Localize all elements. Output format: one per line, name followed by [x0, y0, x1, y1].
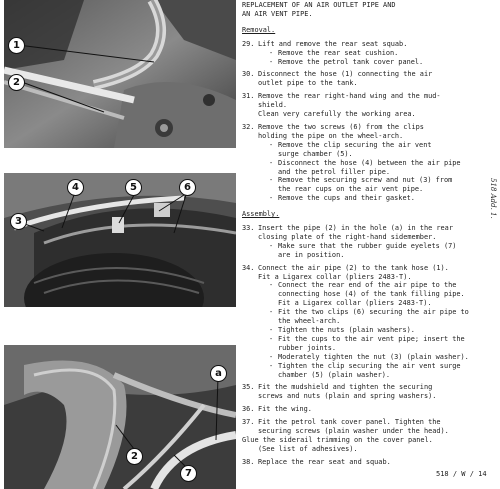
sub-step-line: Remove the cups and their gasket.	[278, 194, 415, 203]
instructions-column	[242, 1, 482, 467]
step-number: 33.	[242, 224, 255, 233]
bullet-dash: -	[269, 326, 274, 334]
step-number: 29.	[242, 39, 255, 48]
step-item	[242, 92, 482, 119]
page-title	[242, 1, 482, 19]
step-item	[242, 383, 482, 401]
sub-step	[258, 49, 482, 58]
step-number: 35.	[242, 383, 255, 392]
step-item	[242, 70, 482, 88]
callout-3: 3	[10, 213, 27, 230]
sub-step-body	[278, 194, 415, 203]
step-item	[242, 405, 482, 414]
step-line: Fit the wing.	[258, 405, 312, 414]
step-body	[258, 224, 482, 260]
bullet-dash: -	[269, 308, 274, 317]
step-extra-line: Glue the siderail trimming on the cover panel.	[242, 435, 433, 444]
bullet-dash: -	[269, 241, 274, 250]
removal-steps	[242, 40, 482, 203]
sub-step-body	[278, 326, 415, 335]
bullet-dash: -	[269, 352, 274, 361]
callout-1: 1	[8, 37, 25, 54]
page-reference: 518 / W / 14	[436, 470, 487, 478]
sub-step	[258, 194, 482, 203]
step-body	[258, 92, 482, 119]
sub-step-line: Remove the clip securing the air vent	[278, 140, 432, 149]
sub-step-line: Fit the two clips (6) securing the air pipe to	[278, 308, 469, 317]
sub-step-line: Fit the cups to the air vent pipe; insert the	[278, 334, 465, 343]
sub-step-line: chamber (5) (plain washer).	[278, 370, 391, 379]
sub-step-line: the wheel-arch.	[278, 317, 341, 326]
step-line: screws and nuts (plain and spring washers).	[258, 392, 437, 401]
step-item	[242, 40, 482, 67]
step-number: 34.	[242, 263, 255, 272]
sub-step-line: Remove the rear seat cushion.	[278, 48, 399, 57]
step-number: 36.	[242, 405, 255, 414]
sub-step-body	[278, 353, 469, 362]
sub-step-line: Remove the petrol tank cover panel.	[278, 57, 424, 66]
step-body	[258, 458, 482, 467]
sub-step-line: Make sure that the rubber guide eyelets (7)	[278, 241, 457, 250]
sub-step-body	[278, 176, 452, 194]
step-body	[258, 405, 482, 414]
step-number: 38.	[242, 457, 255, 466]
photo-sidemember-pipe	[4, 345, 236, 489]
callout-6: 6	[179, 179, 196, 196]
step-line: outlet pipe to the tank.	[258, 79, 358, 88]
sub-step-line: and the petrol filler pipe.	[278, 167, 391, 176]
step-item	[242, 224, 482, 260]
assembly-steps	[242, 224, 482, 467]
sub-step-body	[278, 49, 398, 58]
step-line: Replace the rear seat and squab.	[258, 457, 391, 466]
step-line: Lift and remove the rear seat squab.	[258, 39, 408, 48]
bullet-dash: -	[269, 48, 274, 57]
sub-step-line: Moderately tighten the nut (3) (plain washer).	[278, 352, 469, 361]
sub-step	[258, 308, 482, 326]
bullet-dash: -	[269, 281, 274, 290]
step-line: Insert the pipe (2) in the hole (a) in the rear	[258, 224, 453, 233]
step-extra-line: (See list of adhesives).	[258, 444, 358, 453]
bullet-dash: -	[269, 176, 274, 185]
sub-step-line: Tighten the clip securing the air vent surge	[278, 361, 461, 370]
sub-step-body	[278, 159, 461, 177]
step-line: securing screws (plain washer under the head).	[258, 427, 449, 436]
title-line: REPLACEMENT OF AN AIR OUTLET PIPE AND	[242, 1, 396, 9]
sub-step-line: Tighten the nuts (plain washers).	[278, 326, 415, 334]
sub-step	[258, 353, 482, 362]
step-item	[242, 418, 482, 436]
sub-step-line: Disconnect the hose (4) between the air pipe	[278, 158, 461, 167]
bullet-dash: -	[269, 361, 274, 370]
step-body	[258, 383, 482, 401]
sub-step-body	[278, 281, 465, 308]
step-body	[258, 264, 482, 380]
sub-step-body	[278, 242, 456, 260]
sub-step-line: surge chamber (5).	[278, 149, 353, 158]
sub-step	[258, 242, 482, 260]
callout-7: 7	[180, 465, 197, 482]
step-line: Fit the mudshield and tighten the securing	[258, 383, 433, 392]
step-line: holding the pipe on the wheel-arch.	[258, 131, 404, 140]
sub-step	[258, 58, 482, 67]
step-item	[242, 123, 482, 203]
sub-step-body	[278, 362, 461, 380]
step-line: Remove the rear right-hand wing and the mud-	[258, 92, 441, 101]
step-item	[242, 458, 482, 467]
step-line: shield.	[258, 101, 288, 110]
bullet-dash: -	[269, 334, 274, 343]
step-line: Fit the petrol tank cover panel. Tighten the	[258, 418, 441, 427]
sub-step-body	[278, 141, 432, 159]
bullet-dash: -	[269, 57, 274, 66]
sub-step-line: the rear cups on the air vent pipe.	[278, 185, 424, 194]
callout-2b: 2	[126, 448, 143, 465]
sub-step-line: are in position.	[278, 250, 345, 259]
step-body	[258, 418, 482, 436]
step-line: Connect the air pipe (2) to the tank hose (1).	[258, 263, 449, 272]
removal-heading: Removal.	[242, 25, 276, 34]
callout-a: a	[210, 365, 227, 382]
step-number: 31.	[242, 92, 255, 101]
step-number: 30.	[242, 70, 255, 79]
step-body	[258, 123, 482, 203]
sub-step-line: Remove the securing screw and nut (3) from	[278, 176, 453, 185]
step-note: Clean very carefully the working area.	[258, 110, 416, 119]
sub-step	[258, 335, 482, 353]
sub-step	[258, 159, 482, 177]
bullet-dash: -	[269, 158, 274, 167]
sub-step-line: rubber joints.	[278, 343, 337, 352]
side-reference: 518 Add. 1.	[489, 178, 497, 219]
bullet-dash: -	[269, 194, 274, 203]
title-line: AN AIR VENT PIPE.	[242, 9, 313, 18]
step-number: 32.	[242, 122, 255, 131]
sub-step-body	[278, 58, 423, 67]
callout-2: 2	[8, 74, 25, 91]
step-item	[242, 264, 482, 380]
step-line: Fit a Ligarex collar (pliers 2483-T).	[258, 272, 412, 281]
step-body	[258, 40, 482, 67]
sub-step-body	[278, 308, 469, 326]
bullet-dash: -	[269, 140, 274, 149]
callout-5: 5	[125, 179, 142, 196]
sub-step-line: connecting hose (4) of the tank filling pipe.	[278, 290, 465, 299]
sub-step-body	[278, 335, 465, 353]
sub-step	[258, 326, 482, 335]
assembly-heading: Assembly.	[242, 210, 280, 219]
photo-air-outlet-pipe	[4, 0, 236, 148]
callout-4: 4	[67, 179, 84, 196]
sub-step	[258, 281, 482, 308]
sub-step	[258, 362, 482, 380]
step-line: closing plate of the right-hand sidemember.	[258, 232, 437, 241]
step-line: Disconnect the hose (1) connecting the air	[258, 70, 433, 79]
sub-step	[258, 176, 482, 194]
sub-step	[258, 141, 482, 159]
step-line: Remove the two screws (6) from the clips	[258, 122, 424, 131]
photo-wheel-arch	[4, 173, 236, 307]
step-body	[258, 70, 482, 88]
step-number: 37.	[242, 418, 255, 427]
sub-step-line: Fit a Ligarex collar (pliers 2483-T).	[278, 299, 432, 308]
sub-step-line: Connect the rear end of the air pipe to the	[278, 281, 457, 290]
